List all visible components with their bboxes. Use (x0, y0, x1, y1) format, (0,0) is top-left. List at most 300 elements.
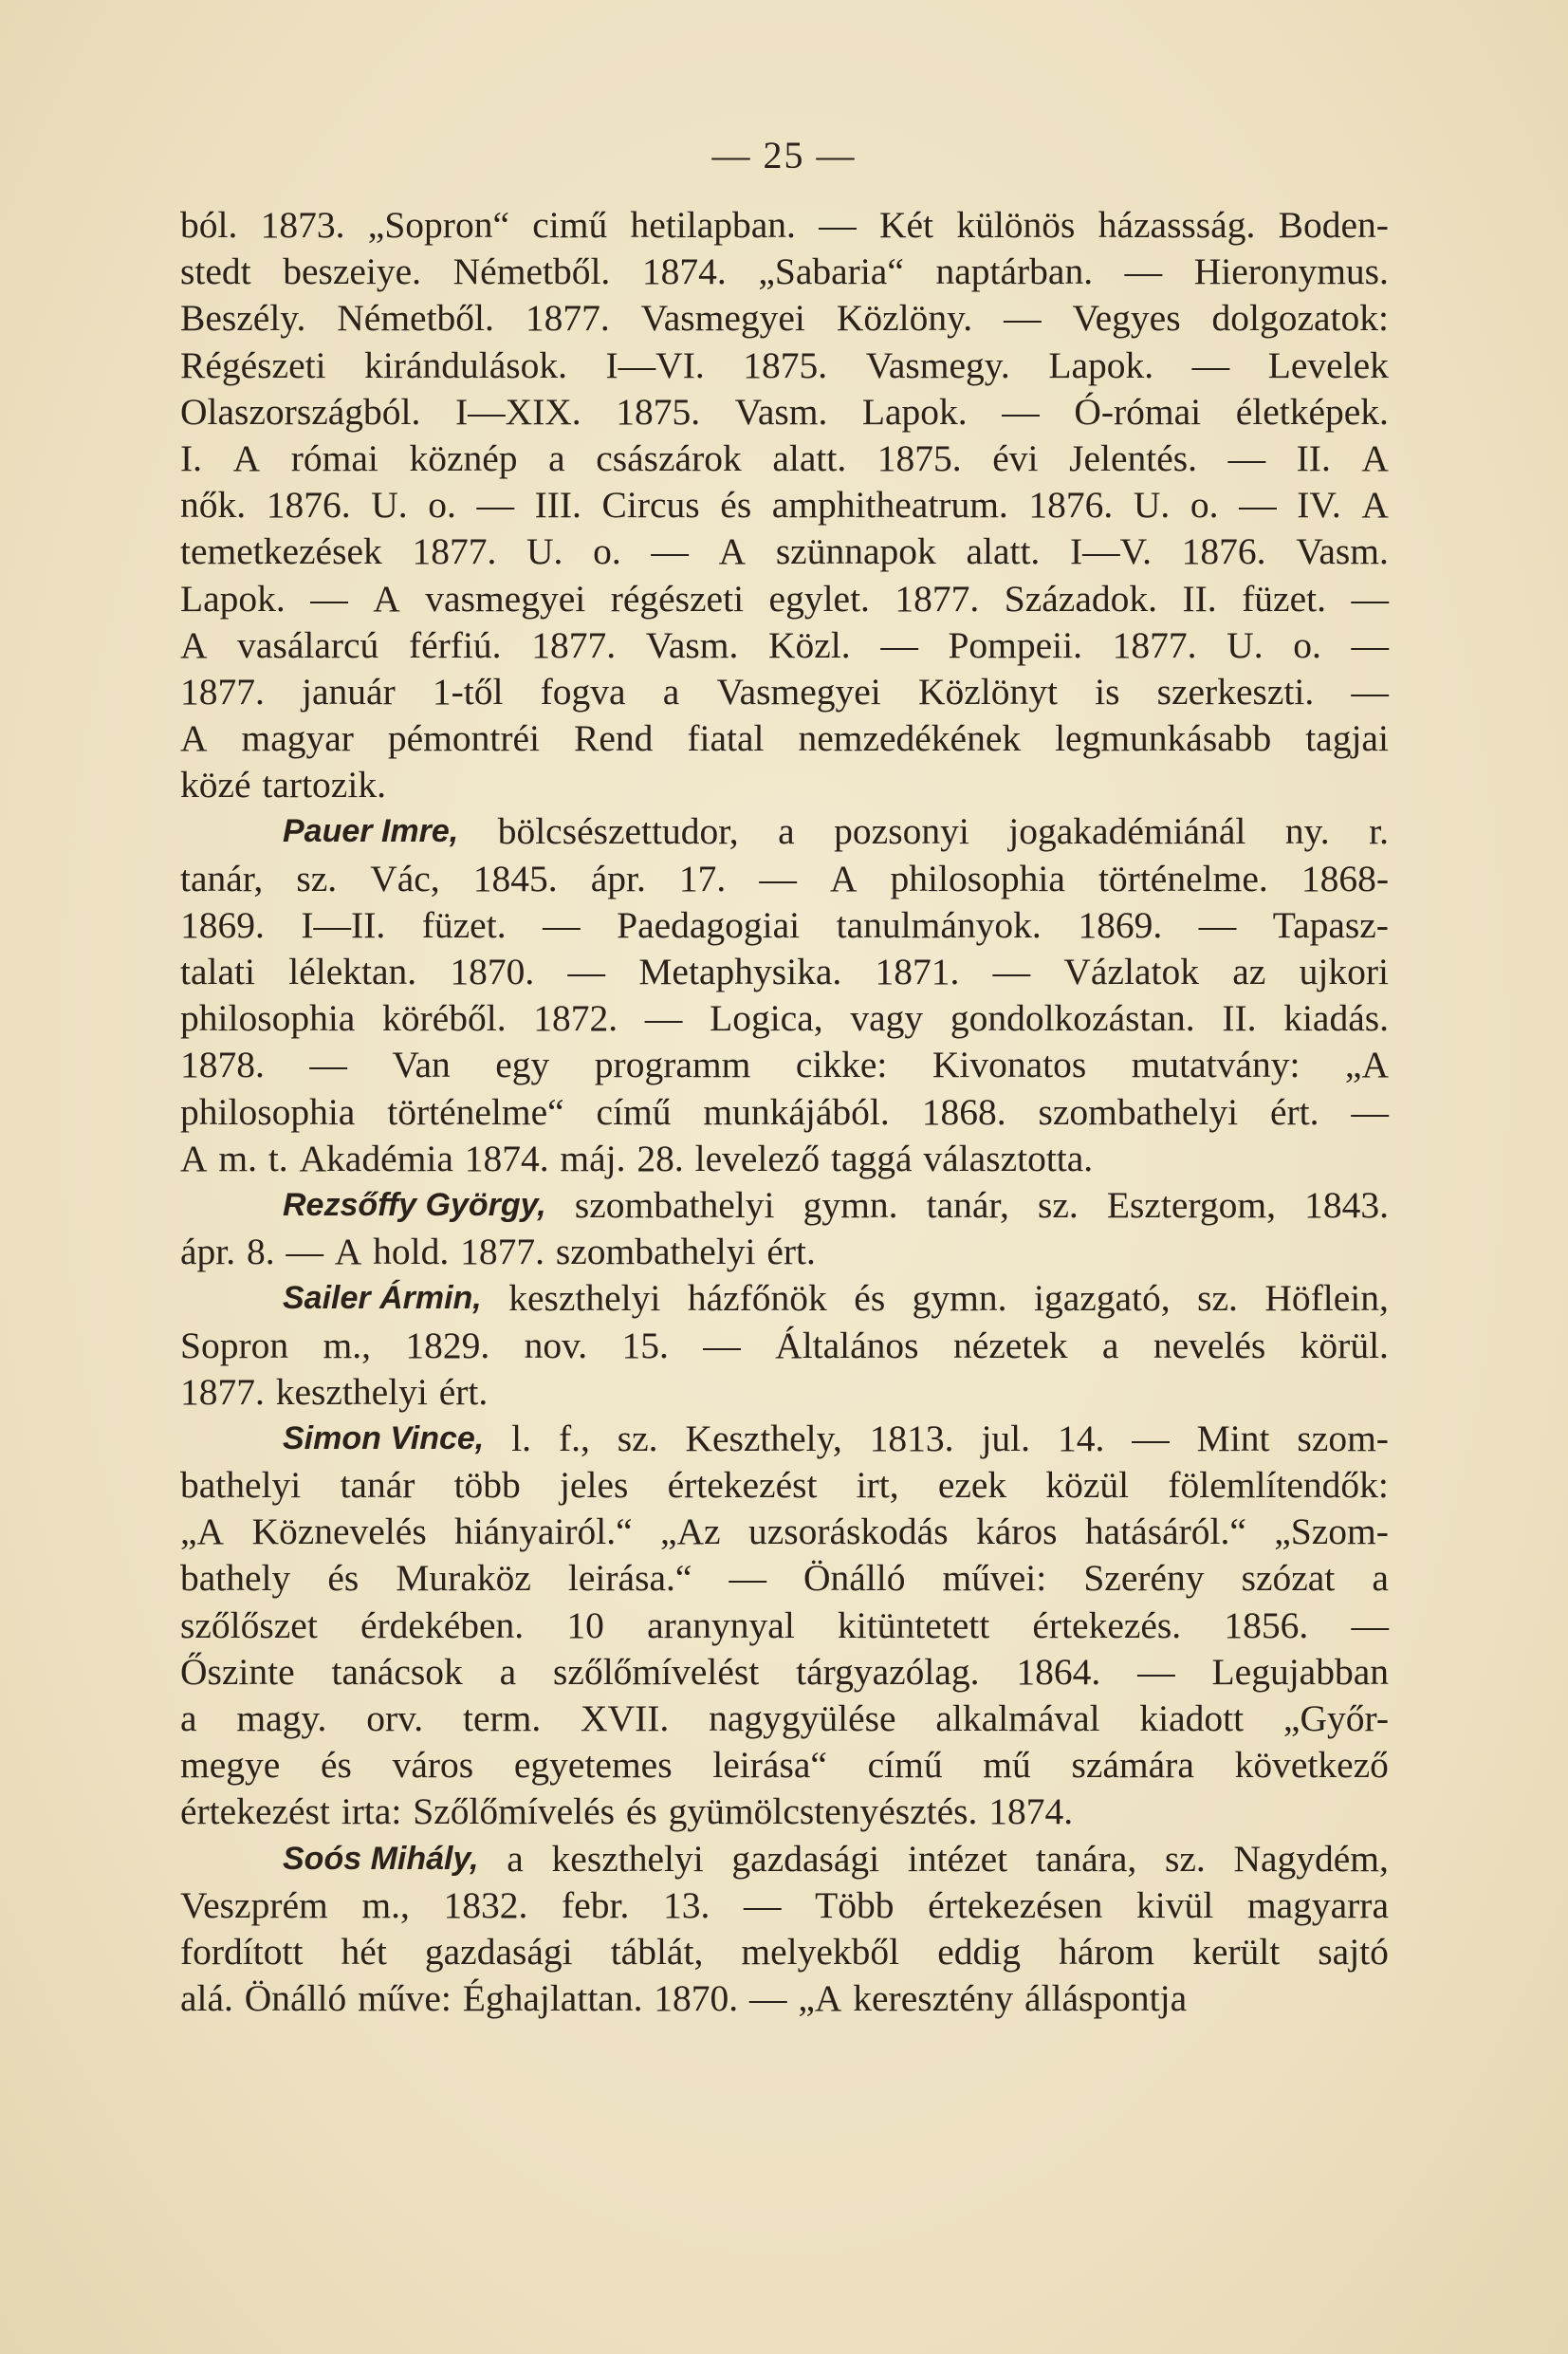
person-name: Sailer Ármin, (283, 1280, 482, 1317)
word: Boden- (1278, 204, 1389, 246)
word: — (729, 1557, 766, 1600)
text-line (180, 1089, 1389, 1136)
text-line (180, 1042, 1389, 1088)
word: A (829, 857, 858, 899)
text-line (180, 1229, 1389, 1275)
word: házfőnök (687, 1277, 827, 1320)
text-line (180, 762, 1389, 808)
word: Németből. (452, 250, 611, 293)
word: irt, (856, 1464, 899, 1507)
word: a (778, 810, 795, 853)
word: naptárban. (935, 250, 1094, 293)
word: „Győr- (1282, 1697, 1389, 1739)
word: sz. (1164, 1837, 1206, 1880)
word: Vasm. (1296, 530, 1389, 573)
word: ért. (766, 1231, 816, 1273)
word: a (1372, 1557, 1389, 1600)
word: leirása.“ (567, 1557, 692, 1600)
word: — (819, 204, 857, 246)
text-line (180, 576, 1389, 622)
word: II. (1222, 997, 1257, 1040)
word: talati (180, 951, 255, 992)
text-line (180, 1742, 1389, 1789)
word: Közlöny. (836, 297, 973, 340)
text-line (180, 1275, 1389, 1322)
word: Van (392, 1044, 451, 1086)
word: Levelek (1267, 343, 1389, 386)
word: igazgató, (1033, 1277, 1171, 1320)
word: gazdasági (424, 1930, 573, 1973)
word: A (718, 530, 747, 573)
word: tanár (340, 1464, 415, 1507)
word: történelme“ (387, 1090, 564, 1133)
word: a (180, 1697, 197, 1739)
word: irta: (341, 1790, 402, 1833)
word: értekezés. (1032, 1603, 1182, 1646)
word: — (567, 951, 606, 992)
word: körül. (1300, 1324, 1389, 1366)
word: — (1351, 623, 1389, 666)
word: IV. (1297, 484, 1341, 527)
word: 1873. (260, 204, 345, 246)
word: 1874. (464, 1137, 549, 1179)
person-name: Simon Vince, (283, 1419, 485, 1456)
word: A (1361, 484, 1389, 527)
word: leirása“ (712, 1744, 827, 1787)
word: 1870. (450, 951, 535, 992)
word: mű (983, 1744, 1031, 1787)
text-line (180, 1136, 1389, 1182)
word: o. (428, 484, 456, 527)
word: álláspontja (1024, 1977, 1188, 2020)
text-line (180, 528, 1389, 575)
word: az (1232, 951, 1266, 992)
word: és (625, 1790, 657, 1833)
text-line (180, 1696, 1389, 1742)
word: köréből. (382, 997, 507, 1040)
text-line (180, 1323, 1389, 1369)
word: több (453, 1464, 521, 1507)
word: Régészeti (180, 343, 326, 386)
word: philosophia (890, 857, 1065, 899)
text-line (180, 1929, 1389, 1975)
word: vasálarcú (237, 623, 379, 666)
word: fölemlítendők: (1168, 1464, 1389, 1507)
word: Rend (574, 717, 654, 760)
word: Jelentés. (1069, 436, 1197, 479)
word: — (644, 997, 683, 1040)
word: Vasm. (734, 390, 828, 433)
word: alá. (180, 1977, 233, 2020)
word: következő (1234, 1744, 1389, 1787)
word: m., (361, 1883, 410, 1926)
word: jogakadémiánál (1008, 810, 1246, 853)
word: „Sopron“ (367, 204, 509, 246)
word: febr. (562, 1883, 630, 1926)
word: évi (992, 436, 1039, 479)
word: I. (180, 436, 203, 479)
word: cimű (532, 204, 608, 246)
word: f., (558, 1417, 590, 1459)
text-line (180, 1509, 1389, 1555)
text-line (180, 389, 1389, 436)
word: m. (218, 1137, 257, 1179)
word: Höflein, (1264, 1277, 1389, 1320)
word: kitüntetett (838, 1603, 990, 1646)
text-line (180, 295, 1389, 342)
word: — (749, 1977, 787, 2020)
word: Legujabban (1211, 1650, 1389, 1693)
word: a (507, 1837, 524, 1880)
word: magyar (241, 717, 354, 760)
word: 1876. (266, 484, 351, 527)
word: 1845. (472, 857, 558, 899)
word: A (334, 1231, 362, 1273)
word: megye (180, 1744, 281, 1787)
word: közé (180, 764, 251, 806)
word: füzet. (1242, 577, 1326, 620)
word: a (662, 670, 680, 713)
word: — (1227, 436, 1266, 479)
word: a (499, 1650, 517, 1693)
word: taggá (831, 1137, 913, 1179)
word: philosophia (180, 1090, 356, 1133)
word: — (992, 951, 1031, 992)
word: 1875. (743, 343, 828, 386)
word: melyekből (741, 1930, 900, 1973)
person-name: Rezsőffy György, (283, 1186, 546, 1223)
word: A (232, 436, 261, 479)
word: férfiú. (408, 623, 502, 666)
word: I—II. (301, 903, 386, 946)
word: 1877. (412, 530, 497, 573)
word: eddig (937, 1930, 1021, 1973)
text-line (180, 1649, 1389, 1696)
word: o. (593, 530, 621, 573)
word: tanára, (1035, 1837, 1137, 1880)
text-line (180, 1789, 1389, 1835)
word: 1829. (405, 1324, 490, 1366)
word: jeles (560, 1464, 629, 1507)
word: került (1192, 1930, 1281, 1973)
word: — (1004, 297, 1042, 340)
word: 1871. (875, 951, 960, 992)
word: szünnapok (775, 530, 936, 573)
word: régészeti (610, 577, 745, 620)
word: „Szom- (1274, 1511, 1389, 1553)
word: l. (511, 1417, 532, 1459)
page-body-text (180, 202, 1389, 2022)
word: 28. (636, 1137, 684, 1179)
word: a (548, 436, 565, 479)
word: Közl. (768, 623, 851, 666)
word: o. (1190, 484, 1219, 527)
word: „A (798, 1977, 842, 2020)
text-line (180, 669, 1389, 715)
word: 1856. (1224, 1603, 1309, 1646)
word: Veszprém (180, 1883, 328, 1926)
word: város (392, 1744, 474, 1787)
word: 8. (246, 1231, 275, 1273)
word: — (476, 484, 514, 527)
word: — (1198, 903, 1237, 946)
word: fiatal (687, 717, 765, 760)
word: című (596, 1090, 672, 1133)
word: Szerény (1083, 1557, 1205, 1600)
text-line (180, 1462, 1389, 1509)
word: „Az (660, 1511, 721, 1553)
word: term. (462, 1697, 542, 1739)
word: — (743, 1883, 782, 1926)
word: keszthelyi (275, 1370, 428, 1413)
word: — (759, 857, 797, 899)
word: — (1132, 1417, 1170, 1459)
text-line (180, 1555, 1389, 1602)
word: történelme. (1098, 857, 1268, 899)
word: Esztergom, (1106, 1183, 1276, 1226)
word: sajtó (1318, 1930, 1389, 1973)
word: ért. (1269, 1090, 1319, 1133)
word: alatt. (772, 436, 847, 479)
word: 17. (678, 857, 727, 899)
word: és (854, 1277, 886, 1320)
word: hét (341, 1930, 387, 1973)
word: jul. (981, 1417, 1031, 1459)
text-line (180, 1975, 1389, 2022)
word: Vác, (370, 857, 440, 899)
word: A (180, 1137, 208, 1179)
word: — (703, 1324, 741, 1366)
word: 1869. (180, 903, 265, 946)
word: Hieronymus. (1193, 250, 1389, 293)
word: keszthelyi (551, 1837, 704, 1880)
word: szózat (1241, 1557, 1336, 1600)
word: Vasmegy. (865, 343, 1010, 386)
text-line (180, 482, 1389, 528)
word: ujkori (1299, 951, 1389, 992)
word: ezek (937, 1464, 1007, 1507)
word: fogva (540, 670, 626, 713)
word: m., (323, 1324, 371, 1366)
word: Vasm. (645, 623, 739, 666)
word: cikke: (795, 1044, 888, 1086)
word: 1877. (531, 623, 617, 666)
word: császárok (596, 436, 742, 479)
word: — (1351, 577, 1389, 620)
word: 1868. (921, 1090, 1006, 1133)
word: ápr. (180, 1231, 236, 1273)
word: Vasmegyei (716, 670, 881, 713)
word: Lapok. (1048, 343, 1154, 386)
word: római (290, 436, 378, 479)
word: 14. (1057, 1417, 1105, 1459)
word: alkalmával (935, 1697, 1100, 1739)
word: 1877. (525, 297, 610, 340)
word: Lapok. (180, 577, 286, 620)
word: A (1361, 436, 1389, 479)
word: hold. (373, 1231, 450, 1273)
word: 1874. (641, 250, 727, 293)
word: Olaszországból. (180, 390, 421, 433)
word: tartozik. (262, 764, 386, 806)
word: 1864. (1016, 1650, 1101, 1693)
word: amphitheatrum. (771, 484, 1008, 527)
word: levelező (694, 1137, 821, 1179)
word: dolgozatok: (1211, 297, 1389, 340)
word: philosophia (180, 997, 356, 1040)
word: keszthelyi (508, 1277, 661, 1320)
word: szőlőmívelést (553, 1650, 760, 1693)
word: II. (1296, 436, 1331, 479)
word: Németből. (337, 297, 494, 340)
word: szombathelyi (555, 1231, 756, 1273)
word: egy (495, 1044, 550, 1086)
word: — (310, 577, 348, 620)
word: 1877. (180, 1370, 265, 1413)
word: — (309, 1044, 347, 1086)
word: Közlönyt (917, 670, 1058, 713)
word: „A (1344, 1044, 1389, 1086)
word: U. (1133, 484, 1171, 527)
word: tanácsok (331, 1650, 463, 1693)
word: Éghajlattan. (462, 1977, 643, 2020)
word: A (180, 717, 208, 760)
word: bathely (180, 1557, 291, 1600)
word: Circus (601, 484, 700, 527)
word: vasmegyei (425, 577, 586, 620)
word: gazdasági (731, 1837, 880, 1880)
word: 1872. (533, 997, 618, 1040)
word: művei: (942, 1557, 1047, 1600)
word: máj. (560, 1137, 626, 1179)
word: és (321, 1744, 352, 1787)
word: „A (180, 1511, 225, 1553)
word: című (867, 1744, 943, 1787)
word: keresztény (853, 1977, 1014, 2020)
word: Tapasz- (1272, 903, 1389, 946)
word: nov. (524, 1324, 588, 1366)
word: kivül (1136, 1883, 1214, 1926)
word: uzsoráskodás (747, 1511, 949, 1553)
text-line (180, 949, 1389, 995)
word: közül (1045, 1464, 1130, 1507)
word: különös (956, 204, 1076, 246)
word: mutatvány: (1131, 1044, 1301, 1086)
text-line (180, 1416, 1389, 1462)
word: — (1351, 670, 1389, 713)
word: o. (1293, 623, 1321, 666)
word: sz. (1037, 1183, 1079, 1226)
word: Pompeii. (948, 623, 1083, 666)
word: kiadás. (1283, 997, 1389, 1040)
person-name: Soós Mihály, (283, 1840, 479, 1877)
word: Kivonatos (932, 1044, 1087, 1086)
word: a (1101, 1324, 1119, 1366)
word: 1843. (1304, 1183, 1389, 1226)
word: nemzedékének (798, 717, 1022, 760)
word: szombathelyi (574, 1183, 775, 1226)
word: Mint (1196, 1417, 1270, 1459)
word: hetilapban. (630, 204, 796, 246)
word: — (286, 1231, 323, 1273)
word: Több (815, 1883, 895, 1926)
text-line (180, 249, 1389, 295)
word: — (1002, 390, 1040, 433)
word: aranynyal (647, 1603, 795, 1646)
word: I—V. (1070, 530, 1152, 573)
word: I—XIX. (454, 390, 581, 433)
word: U. (1227, 623, 1264, 666)
word: temetkezések (180, 530, 382, 573)
word: — (651, 530, 689, 573)
word: tagjai (1305, 717, 1389, 760)
word: Vegyes (1072, 297, 1181, 340)
word: értekezésen (928, 1883, 1103, 1926)
word: 1876. (1181, 530, 1266, 573)
word: Lapok. (861, 390, 968, 433)
word: Nagydém, (1233, 1837, 1389, 1880)
word: intézet (907, 1837, 1008, 1880)
word: ápr. (590, 857, 646, 899)
word: érdekében. (360, 1603, 525, 1646)
word: 1832. (443, 1883, 528, 1926)
word: „Sabaria“ (758, 250, 904, 293)
person-name: Pauer Imre, (283, 813, 459, 850)
word: Muraköz (396, 1557, 531, 1600)
word: alatt. (966, 530, 1041, 573)
text-line (180, 1882, 1389, 1929)
word: Szőlőmívelés (413, 1790, 616, 1833)
word: III. (534, 484, 581, 527)
word: programm (594, 1044, 751, 1086)
word: Őszinte (180, 1650, 295, 1693)
word: három (1059, 1930, 1154, 1973)
word: pémontréi (387, 717, 541, 760)
word: 1877. (460, 1231, 544, 1273)
word: t. (267, 1137, 288, 1179)
text-line (180, 1603, 1389, 1649)
word: sz. (617, 1417, 658, 1459)
word: Logica, (710, 997, 823, 1040)
word: is (1095, 670, 1120, 713)
word: 13. (662, 1883, 710, 1926)
word: 1876. (1028, 484, 1114, 527)
word: egyetemes (513, 1744, 673, 1787)
word: sz. (296, 857, 338, 899)
word: 1869. (1078, 903, 1163, 946)
word: sz. (1197, 1277, 1238, 1320)
word: bölcsészettudor, (497, 810, 739, 853)
word: vagy (850, 997, 924, 1040)
word: A (180, 623, 208, 666)
word: II. (1182, 577, 1217, 620)
word: legmunkásabb (1055, 717, 1272, 760)
word: — (543, 903, 581, 946)
word: 10 (566, 1603, 604, 1646)
word: Akadémia (299, 1137, 453, 1179)
word: 1875. (616, 390, 701, 433)
word: Századok. (1004, 577, 1157, 620)
word: bathelyi (180, 1464, 302, 1507)
word: hiányairól.“ (454, 1511, 633, 1553)
word: 1874. (988, 1790, 1074, 1833)
word: 1870. (654, 1977, 739, 2020)
word: Vázlatok (1063, 951, 1199, 992)
word: számára (1071, 1744, 1194, 1787)
word: 1868- (1301, 857, 1389, 899)
word: U. (371, 484, 408, 527)
word: nézetek (952, 1324, 1068, 1366)
